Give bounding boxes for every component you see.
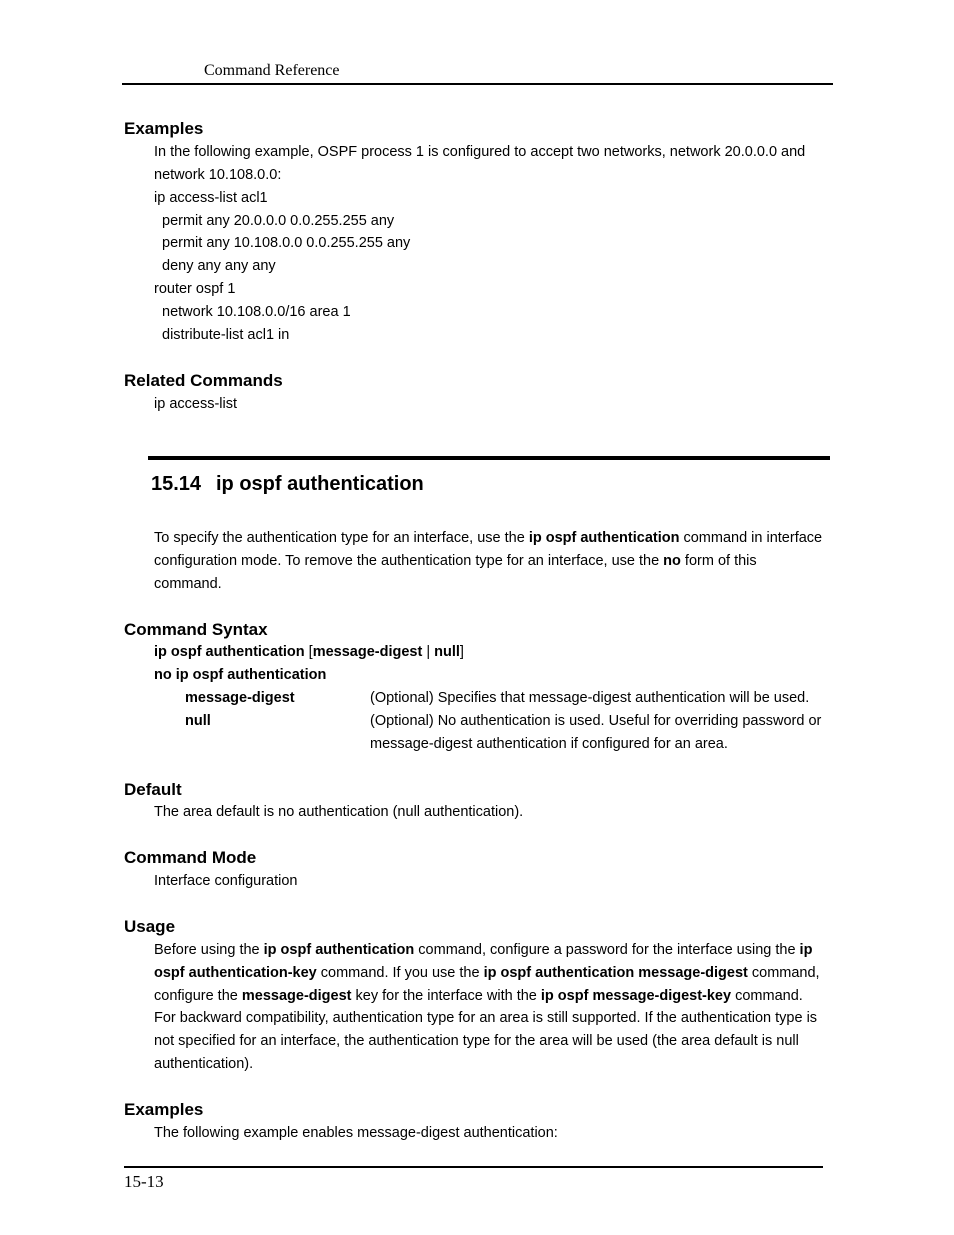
examples-intro-line-1: In the following example, OSPF process 1 is configured to accept two networks, network 20.0.0.0 and [154, 144, 806, 160]
command-mode-heading: Command Mode [124, 848, 257, 867]
code-line: distribute-list acl1 in [162, 327, 290, 343]
param-desc: (Optional) Specifies that message-digest authentication will be used. [370, 690, 810, 706]
usage-heading: Usage [124, 917, 176, 936]
code-line: permit any 10.108.0.0 0.0.255.255 any [162, 235, 411, 251]
usage-line-3: configure the message-digest key for the interface with the ip ospf message-digest-key command. [154, 988, 803, 1004]
param-desc: (Optional) No authentication is used. Useful for overriding password or [370, 713, 822, 729]
command-syntax-heading: Command Syntax [124, 620, 268, 639]
code-line: permit any 20.0.0.0 0.0.255.255 any [162, 213, 395, 229]
code-line: deny any any any [162, 258, 276, 274]
usage-line-1: Before using the ip ospf authentication command, configure a password for the interface using the ip [154, 942, 813, 958]
intro-line-1: To specify the authentication type for an interface, use the ip ospf authentication command in interface [154, 530, 823, 546]
code-line: router ospf 1 [154, 281, 236, 297]
section-rule [148, 456, 830, 460]
param-name: message-digest [185, 690, 295, 706]
header-rule [122, 83, 833, 85]
intro-line-2: configuration mode. To remove the authentication type for an interface, use the no form of this [154, 553, 757, 569]
syntax-line-2: no ip ospf authentication [154, 667, 327, 683]
section-title [151, 473, 424, 496]
examples-text-2: The following example enables message-digest authentication: [154, 1125, 558, 1141]
related-command-item: ip access-list [154, 396, 237, 412]
usage-line-5: not specified for an interface, the authentication type for the area will be used (the area default is null [154, 1033, 799, 1049]
param-name: null [185, 713, 211, 729]
page-number: 15-13 [124, 1172, 164, 1191]
code-line: network 10.108.0.0/16 area 1 [162, 304, 351, 320]
intro-line-3: command. [154, 576, 222, 592]
related-commands-heading: Related Commands [124, 371, 283, 390]
code-line: ip access-list acl1 [154, 190, 268, 206]
examples-intro-line-2: network 10.108.0.0: [154, 167, 282, 183]
footer-rule [124, 1166, 823, 1168]
usage-line-4: For backward compatibility, authentication type for an area is still supported. If the authentication type is [154, 1010, 818, 1026]
syntax-line-1: ip ospf authentication [message-digest | null] [154, 644, 464, 660]
section-name: ip ospf authentication [216, 473, 424, 495]
examples-heading: Examples [124, 119, 204, 138]
usage-line-6: authentication). [154, 1056, 254, 1072]
usage-line-2: ospf authentication-key command. If you use the ip ospf authentication message-digest command, [154, 965, 820, 981]
running-header: Command Reference [204, 62, 340, 79]
default-heading: Default [124, 780, 182, 799]
command-mode-text: Interface configuration [154, 873, 298, 889]
default-text: The area default is no authentication (null authentication). [154, 804, 524, 820]
section-number: 15.14 [151, 473, 202, 495]
param-desc-continued: message-digest authentication if configured for an area. [370, 736, 728, 752]
examples-heading-2: Examples [124, 1100, 204, 1119]
